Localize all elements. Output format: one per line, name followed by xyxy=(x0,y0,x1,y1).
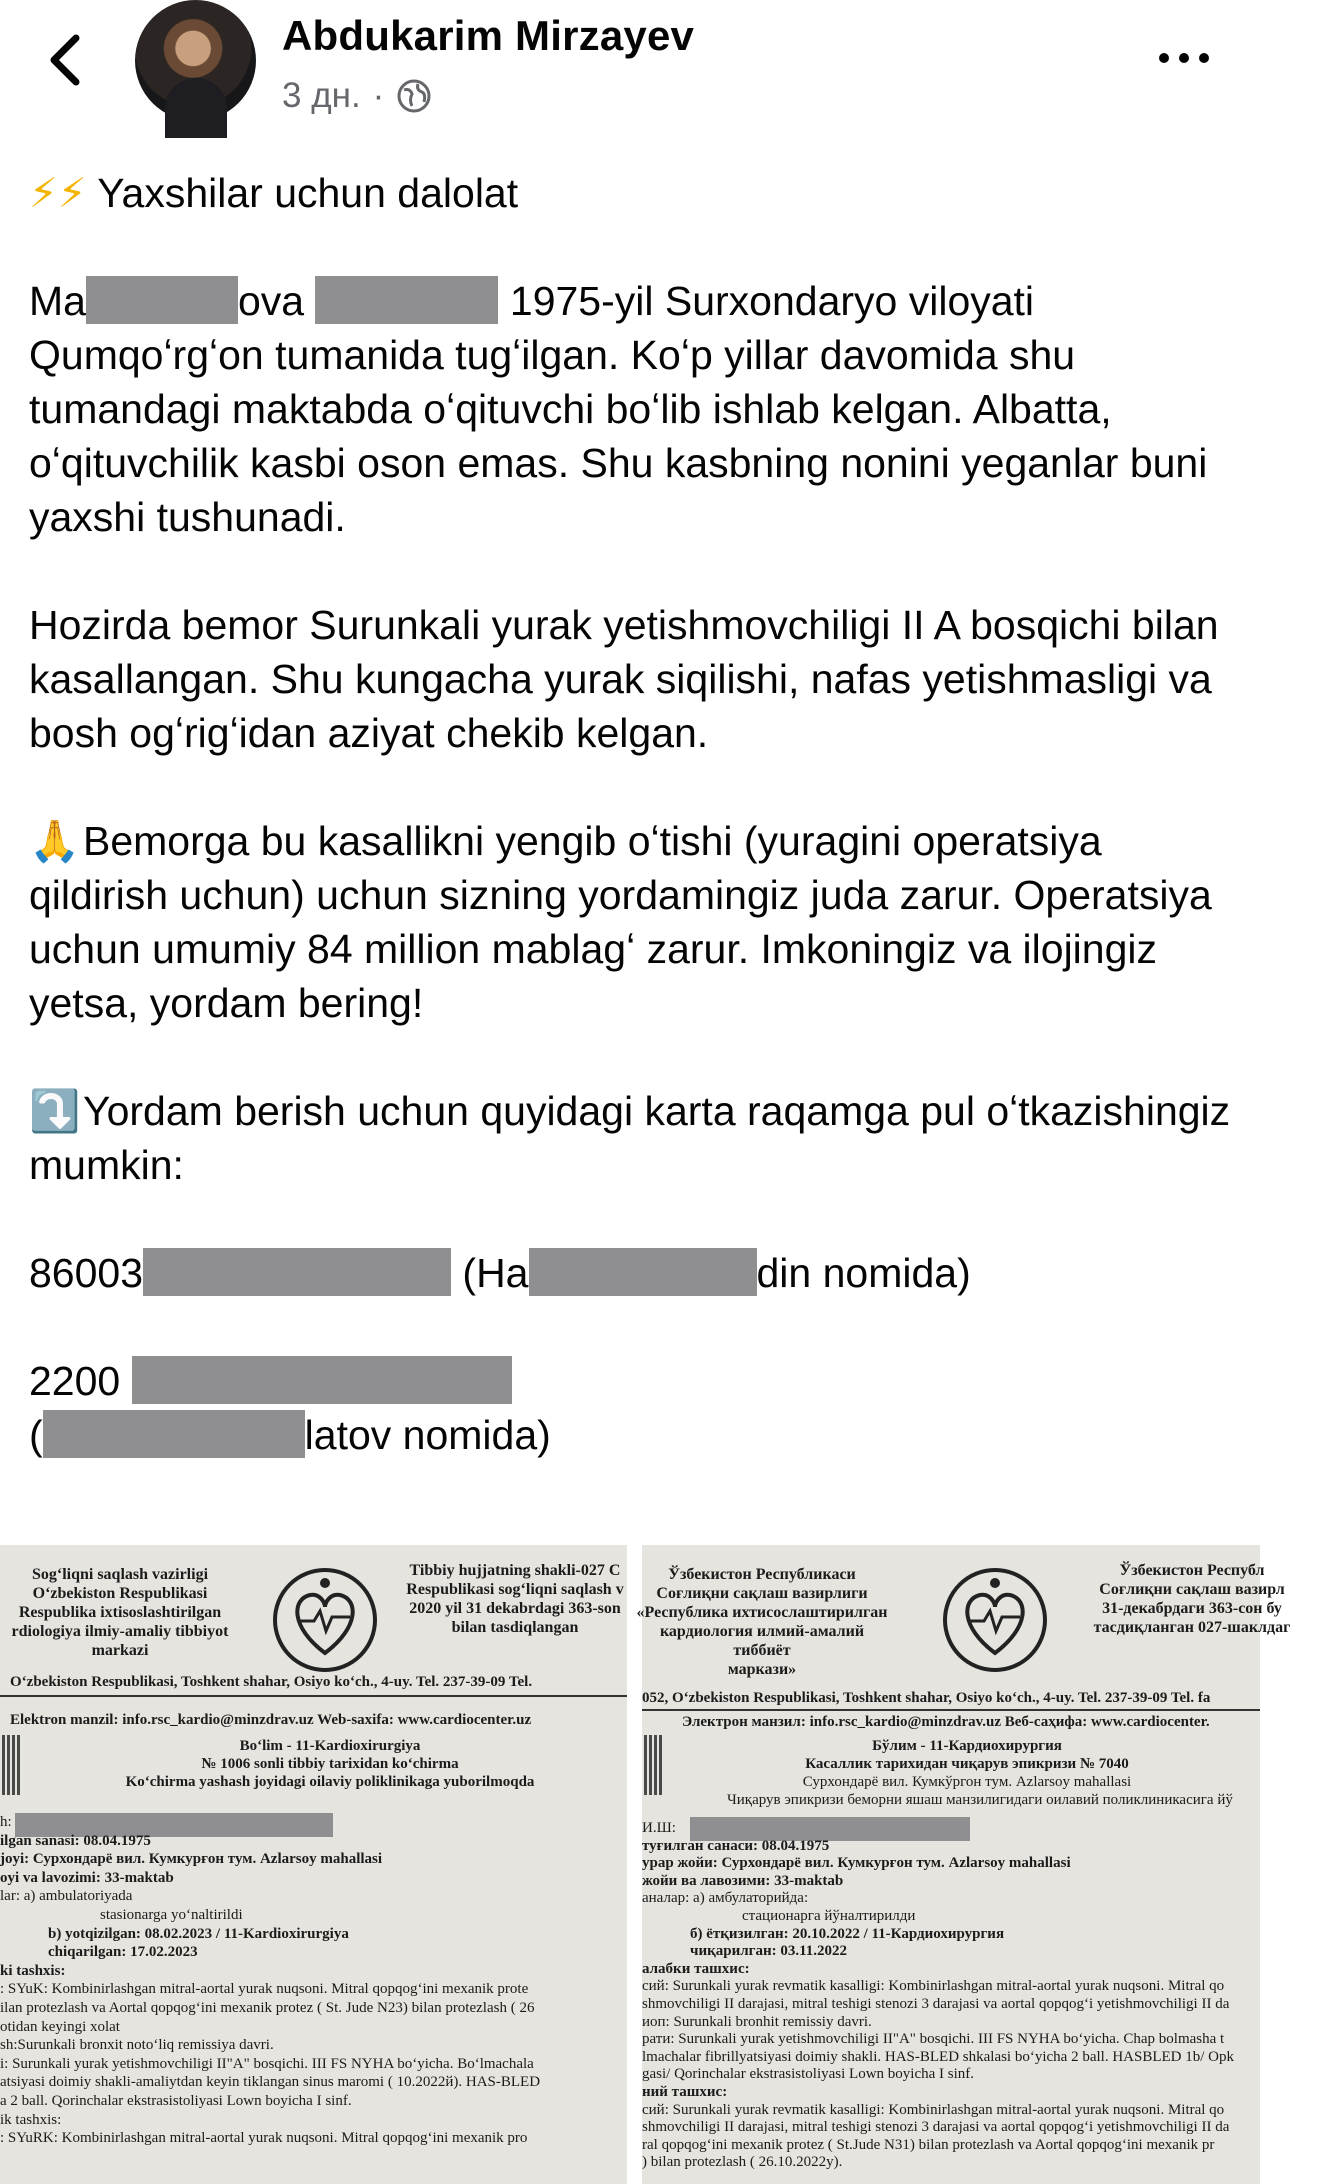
doc-line: lmachalar fibrillyatsiyasi doimiy shakli. HAS-BLED shkalasi boʻyicha 2 ball. HASBLED 1b/ Opk xyxy=(642,2048,1234,2065)
doc-department: Бўлим - 11-Кардиохирургия xyxy=(872,1738,1062,1754)
doc-header-line: 31-декабрдаги 363-сон бу xyxy=(1102,1600,1282,1617)
doc-address-line: Сурхондарё вил. Кумкўргон тум. Azlarsoy mahallasi xyxy=(802,1774,1132,1790)
doc-line: otidan keyingi xolat xyxy=(0,2018,120,2035)
doc-header-left xyxy=(632,1565,892,1679)
doc-divider xyxy=(0,1695,627,1697)
redaction-block xyxy=(132,1356,512,1404)
meta-separator: · xyxy=(372,76,385,115)
paragraph-2: Hozirda bemor Surunkali yurak yetishmovchiligi II A bosqichi bilan kasallangan. Shu kungacha yurak siqilishi, nafas yetishmasligi va bosh ogʻrigʻidan aziyat chekib kelgan. xyxy=(29,602,1219,756)
doc-header-line: Ўзбекистон Республикаси xyxy=(668,1566,856,1583)
post-header xyxy=(0,0,1260,150)
doc-line: oyi va lavozimi: 33-maktab xyxy=(0,1869,174,1886)
doc-line: a 2 ball. Qorinchalar ekstrasistoliyasi Lown boyicha I sinf. xyxy=(0,2093,352,2109)
redaction-block xyxy=(315,276,498,324)
doc-line: алабки ташхис: xyxy=(642,1960,750,1977)
doc-header-line: 2020 yil 31 dekabrdagi 363-son xyxy=(409,1600,621,1617)
doc-line: И.Ш: xyxy=(642,1820,676,1836)
doc-header-line: Oʻzbekiston Respublikasi xyxy=(32,1585,208,1602)
doc-line: ний ташхис: xyxy=(642,2084,728,2100)
card-1-owner-start: (Ha xyxy=(462,1250,529,1296)
doc-header-line: bilan tasdiqlangan xyxy=(451,1619,579,1636)
paragraph-1-text: 1975-yil Surxondaryo viloyati Qumqoʻrgʻon tumanida tugʻilgan. Koʻp yillar davomida shu tumandagi maktabda oʻqituvchi boʻlib ishlab kelgan. Albatta, oʻqituvchilik kasbi oson emas. Shu kasbning nonini yeganlar buni yaxshi tushunadi. xyxy=(29,278,1208,540)
card-2-prefix: 2200 xyxy=(29,1358,121,1404)
qr-code-icon xyxy=(644,1735,664,1795)
doc-line: ilgan sanasi: 08.04.1975 xyxy=(0,1832,151,1849)
doc-line: чиқарилган: 03.11.2022 xyxy=(690,1943,848,1960)
name-fragment-start: Ma xyxy=(29,278,86,324)
redaction-block xyxy=(143,1248,451,1296)
doc-line: b) yotqizilgan: 08.02.2023 / 11-Kardioxirurgiya xyxy=(48,1925,349,1942)
paragraph-3 xyxy=(29,814,1239,1030)
doc-header-line: «Республика ихтисослаштирилган xyxy=(636,1604,888,1621)
doc-line: h: xyxy=(0,1814,12,1830)
doc-line: ) bilan protezlash ( 26.10.2022y). xyxy=(642,2154,843,2171)
doc-line: ik tashxis: xyxy=(0,2111,62,2128)
card-2-owner-end: latov nomida) xyxy=(304,1412,551,1458)
doc-line: стационарга йўналтирилди xyxy=(742,1908,916,1924)
doc-line: lar: a) ambulatoriyada xyxy=(0,1888,133,1905)
doc-line: иоп: Surunkali bronhit remissiy davri. xyxy=(642,2013,872,2030)
redaction-block xyxy=(529,1248,757,1296)
doc-line: аналар: а) амбулаторийда: xyxy=(642,1890,809,1907)
doc-line: gasi/ Qorinchalar ekstrasistoliyasi Lown boyicha I sinf. xyxy=(642,2066,975,2083)
doc-sent-to: Koʻchirma yashash joyidagi oilaviy poliklinikaga yuborilmoqda xyxy=(125,1774,535,1790)
post-title-line xyxy=(29,166,1239,220)
doc-header-line: кардиология илмий-амалий тиббиёт xyxy=(659,1623,865,1659)
doc-header-line: Sogʻliqni saqlash vazirligi xyxy=(31,1566,209,1583)
doc-header-right xyxy=(1062,1561,1322,1637)
doc-sent-to: Чиқарув эпикризи беморни яшаш манзилигидаги оилавий поликлиникасига йў xyxy=(727,1792,1233,1808)
doc-header-line: rdiologiya ilmiy-amaliy tibbiyot xyxy=(11,1623,229,1640)
heart-logo-icon xyxy=(940,1565,1050,1675)
doc-record-number: № 1006 sonli tibbiy tarixidan koʻchirma xyxy=(201,1756,459,1772)
doc-line: stasionarga yoʻnaltirildi xyxy=(100,1907,243,1923)
globe-icon xyxy=(396,78,432,114)
doc-line: shmovchiligi II darajasi, mitral teshigi stenozi 3 darajasi va aortal qopqogʻi yetishmovchiligi II da xyxy=(642,2119,1230,2136)
redaction-block xyxy=(86,276,238,324)
doc-line: урар жойи: Сурхондарё вил. Кумкурғон тум. Azlarsoy mahallasi xyxy=(642,1855,1071,1872)
doc-line: жойи ва лавозими: 33-maktab xyxy=(642,1872,844,1889)
doc-header-left xyxy=(0,1565,250,1660)
doc-divider xyxy=(642,1709,1260,1711)
doc-header-line: тасдиқланган 027-шаклдаг xyxy=(1093,1619,1291,1636)
photo-medical-document-1[interactable] xyxy=(0,1545,627,2184)
lightning-emoji-icon: ⚡⚡ xyxy=(29,170,87,216)
doc-department: Boʻlim - 11-Kardioxirurgiya xyxy=(239,1738,421,1754)
more-dots-icon[interactable] xyxy=(1154,46,1214,70)
redaction-block xyxy=(43,1410,305,1458)
doc-header-line: Ўзбекистон Республ xyxy=(1119,1562,1265,1579)
doc-line: ki tashxis: xyxy=(0,1962,66,1979)
doc-header-right xyxy=(385,1561,645,1637)
card-2-owner-start: ( xyxy=(29,1412,43,1458)
post-photos xyxy=(0,1545,1291,2184)
post-meta xyxy=(282,76,432,116)
arrow-down-emoji-icon: ⤵️ xyxy=(29,1088,81,1134)
doc-line: chiqarilgan: 17.02.2023 xyxy=(48,1944,198,1961)
paragraph-4-text: Yordam berish uchun quyidagi karta raqamga pul oʻtkazishingiz mumkin: xyxy=(29,1088,1231,1188)
doc-email: Elektron manzil: info.rsc_kardio@minzdrav.uz Web-saxifa: www.cardiocenter.uz xyxy=(10,1712,532,1728)
doc-header-line: Respublika ixtisoslashtirilgan xyxy=(18,1604,222,1621)
paragraph-4 xyxy=(29,1084,1239,1192)
doc-line: рати: Surunkali yurak yetishmovchiligi II"A" bosqichi. III FS NYHA boʻyicha. Chap bolmasha t xyxy=(642,2031,1225,2048)
heart-logo-icon xyxy=(270,1565,380,1675)
pray-emoji-icon: 🙏 xyxy=(29,818,81,864)
card-1-line xyxy=(29,1246,1239,1300)
doc-line: atsiyasi doimiy shakli-amaliytdan keyin tiklangan sinus maromi ( 10.2022й). HAS-BLED xyxy=(0,2074,541,2091)
doc-address: 052, Oʻzbekiston Respublikasi, Toshkent shahar, Osiyo koʻch., 4-uy. Tel. 237-39-09 Tel. fa xyxy=(642,1690,1211,1706)
post-time[interactable]: 3 дн. xyxy=(282,76,361,115)
doc-email: Электрон манзил: info.rsc_kardio@minzdrav.uz Веб-саҳифа: www.cardiocenter. xyxy=(682,1714,1210,1730)
doc-address: Oʻzbekiston Respublikasi, Toshkent shahar, Osiyo koʻch., 4-uy. Tel. 237-39-09 Tel. xyxy=(10,1674,533,1690)
doc-header-line: Tibbiy hujjatning shakli-027 C xyxy=(409,1562,621,1579)
card-2-line xyxy=(29,1354,1239,1462)
avatar[interactable] xyxy=(135,0,256,121)
doc-header-line: Respublikasi sogʻliqni saqlash v xyxy=(406,1581,624,1598)
doc-header-line: маркази» xyxy=(727,1661,797,1678)
qr-code-icon xyxy=(2,1735,22,1795)
paragraph-3-text: Bemorga bu kasallikni yengib oʻtishi (yuragini operatsiya qildirish uchun) uchun sizning yordamingiz juda zarur. Operatsiya uchun umumiy 84 million mablagʻ zarur. Imkoningiz va ilojingiz yetsa, yordam bering! xyxy=(29,818,1212,1026)
author-name[interactable]: Abdukarim Mirzayev xyxy=(282,12,695,59)
doc-line: joyi: Сурхондарё вил. Кумкурғон тум. Azlarsoy mahallasi xyxy=(0,1851,383,1868)
doc-line: сий: Surunkali yurak revmatik kasalligi: Kombinirlashgan mitral-aortal yurak nuqsoni. Mitral qo xyxy=(642,2101,1225,2118)
doc-line: : SYuRK: Kombinirlashgan mitral-aortal yurak nuqsoni. Mitral qopqogʻini mexanik pro xyxy=(0,2130,528,2147)
doc-line: ral qopqogʻini mexanik protez ( St.Jude N31) bilan protezlash va Aortal qopqogʻini mexanik pr xyxy=(642,2136,1215,2153)
card-1-owner-end: din nomida) xyxy=(756,1250,971,1296)
card-1-prefix: 86003 xyxy=(29,1250,144,1296)
doc-line: б) ётқизилган: 20.10.2022 / 11-Кардиохирургия xyxy=(690,1925,1005,1942)
doc-line: sh:Surunkali bronxit notoʻliq remissiya davri. xyxy=(0,2037,274,2054)
post-title: Yaxshilar uchun dalolat xyxy=(97,170,519,216)
photo-medical-document-2[interactable] xyxy=(636,1545,1291,2184)
doc-line: ilan protezlash va Aortal qopqogʻini mexanik protez ( St. Jude N23) bilan protezlash ( 26 xyxy=(0,2000,535,2016)
doc-header-line: markazi xyxy=(91,1642,149,1659)
doc-line: shmovchiligi II darajasi, mitral teshigi stenozi 3 darajasi va aortal qopqogʻi yetishmovchiligi II da xyxy=(642,1996,1230,2012)
doc-record-number: Касаллик тарихидан чиқарув эпикризи № 7040 xyxy=(805,1756,1129,1772)
chevron-left-icon[interactable] xyxy=(40,30,92,90)
doc-header-line: Соғлиқни сақлаш вазирл xyxy=(1099,1581,1285,1598)
doc-line: : SYuK: Kombinirlashgan mitral-aortal yurak nuqsoni. Mitral qopqogʻini mexanik prote xyxy=(0,1981,529,1998)
doc-line: i: Surunkali yurak yetishmovchiligi II"A" bosqichi. III FS NYHA boʻyicha. Boʻlmachala xyxy=(0,2055,534,2072)
doc-line: туғилган санаси: 08.04.1975 xyxy=(642,1837,830,1854)
doc-line: сий: Surunkali yurak revmatik kasalligi: Kombinirlashgan mitral-aortal yurak nuqsoni. Mitral qo xyxy=(642,1978,1225,1995)
paragraph-1 xyxy=(29,274,1239,544)
doc-header-line: Соғлиқни сақлаш вазирлиги xyxy=(656,1585,868,1602)
name-fragment-mid: ova xyxy=(237,278,305,324)
post-body xyxy=(29,166,1239,1516)
